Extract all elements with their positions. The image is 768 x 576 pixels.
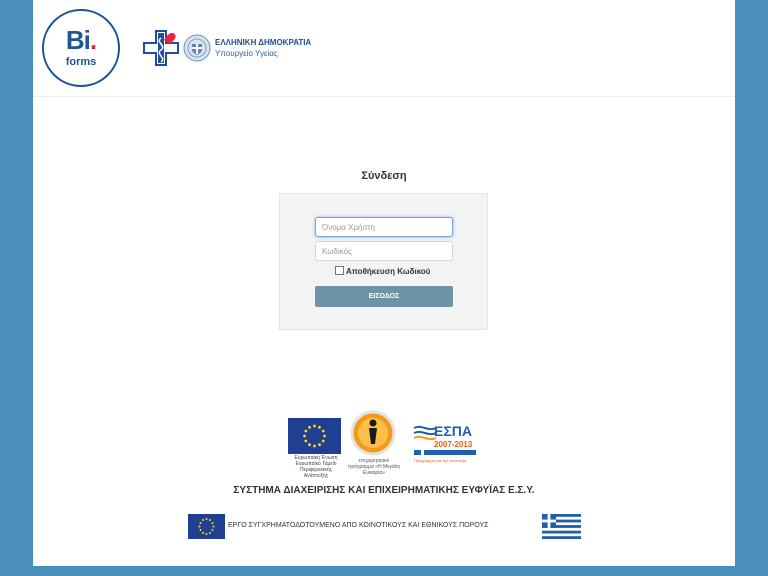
username-input[interactable] bbox=[315, 217, 453, 237]
header bbox=[33, 0, 735, 97]
eu-flag-icon bbox=[288, 418, 341, 454]
eu-caption: Ευρωπαϊκή Ένωση bbox=[294, 455, 338, 461]
greek-emblem-icon bbox=[183, 34, 211, 62]
login-title: Σύνδεση bbox=[361, 170, 407, 182]
cofunding-banner bbox=[188, 514, 583, 540]
espa-years: 2007-2013 bbox=[434, 440, 473, 449]
espa-sub: Πρόγραμμα για την ανάπτυξη bbox=[414, 458, 467, 463]
eu-caption-sub: Ευρωπαϊκό Ταμείο Περιφερειακής Ανάπτυξης bbox=[295, 461, 337, 479]
funding-logos bbox=[288, 410, 478, 479]
eu-flag-small-icon bbox=[188, 514, 225, 539]
ep-program-logo-icon bbox=[350, 410, 396, 456]
logo-main-text: Bi bbox=[65, 25, 90, 55]
ministry-line2: Υπουργείο Υγείας bbox=[215, 49, 278, 58]
logo-dot: . bbox=[89, 25, 97, 55]
page-container bbox=[33, 0, 735, 566]
system-title: ΣΥΣΤΗΜΑ ΔΙΑΧΕΙΡΙΣΗΣ ΚΑΙ ΕΠΙΧΕΙΡΗΜΑΤΙΚΗΣ ΕΥΦΥΪΑΣ Ε.Σ.Υ. bbox=[233, 485, 535, 496]
ministry-logo bbox=[143, 30, 333, 66]
ministry-line1: ΕΛΛΗΝΙΚΗ ΔΗΜΟΚΡΑΤΙΑ bbox=[215, 38, 312, 47]
login-button[interactable]: ΕΙΣΟΔΟΣ bbox=[315, 286, 453, 307]
ep-caption: επιχειρησιακό πρόγραμμα «Η Μεγάλη Ευκαιρία» bbox=[347, 458, 401, 476]
health-cross-icon bbox=[143, 30, 179, 66]
cofunding-text: ΕΡΓΟ ΣΥΓΧΡΗΜΑΤΟΔΟΤΟΥΜΕΝΟ ΑΠΟ ΚΟΙΝΟΤΙΚΟΥΣ ΚΑΙ ΕΘΝΙΚΟΥΣ ΠΟΡΟΥΣ bbox=[228, 522, 489, 529]
password-input[interactable] bbox=[315, 241, 453, 261]
espa-label: ΕΣΠΑ bbox=[434, 423, 472, 439]
login-form bbox=[279, 193, 488, 330]
remember-checkbox[interactable] bbox=[335, 266, 344, 275]
remember-label: Αποθήκευση Κωδικού bbox=[346, 267, 431, 276]
biforms-logo[interactable] bbox=[42, 9, 120, 87]
logo-sub-text: forms bbox=[65, 56, 97, 68]
greek-flag-icon bbox=[542, 514, 581, 539]
remember-password[interactable] bbox=[335, 266, 430, 276]
espa-logo-icon bbox=[412, 420, 478, 464]
